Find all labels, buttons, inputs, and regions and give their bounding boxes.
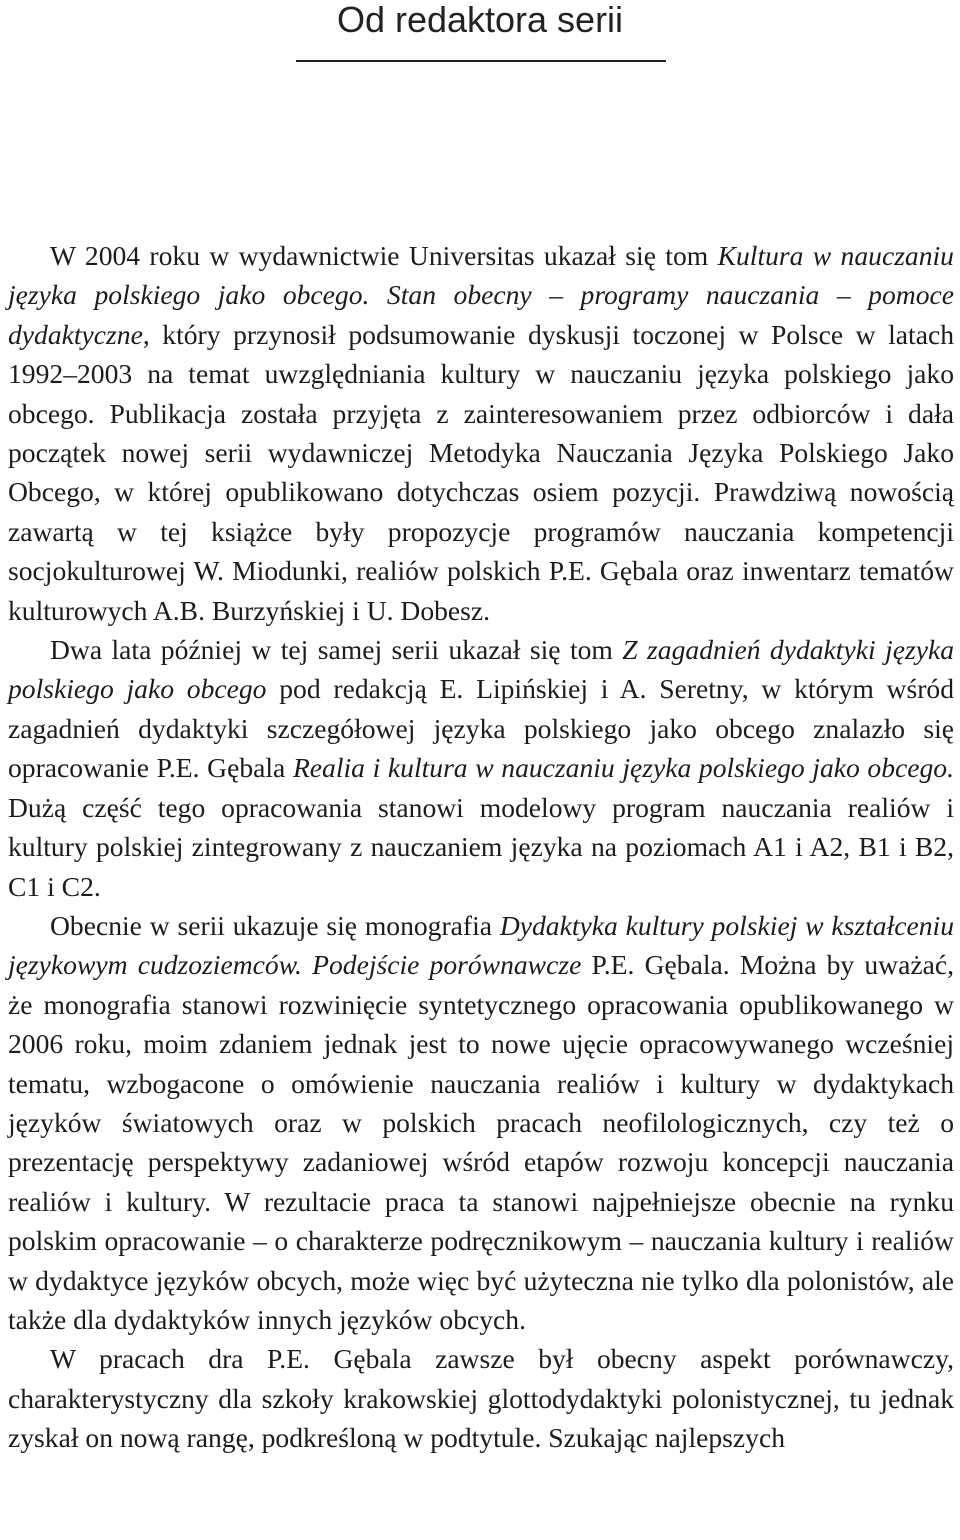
paragraph-2 — [8, 630, 954, 906]
book-title: Z zagadnień dydaktyki języka polskiego jako obcego — [8, 634, 954, 705]
book-title: Realia i kultura w nauczaniu języka polskiego jako obcego. — [292, 752, 955, 784]
text-run: W 2004 roku w wydawnictwie Universitas ukazał się tom — [50, 240, 718, 271]
text-run: , który przynosił podsumowanie dyskusji toczonej w Polsce w latach 1992–2003 na temat uwzględniania kultury w nauczaniu języka polskiego jako obcego. Publikacja została przyjęta z zainteresowaniem przez odbiorców i dała początek nowej serii wydawniczej Metodyka Nauczania Języka Polskiego Jako Obcego, w której opublikowano dotychczas osiem pozycji. Prawdziwą nowością zawartą w tej książce były propozycje programów nauczania kompetencji socjokulturowej W. Miodunki, realiów polskich P.E. Gębala oraz inwentarz tematów kulturowych A.B. Burzyńskiej i U. Dobesz. — [8, 318, 954, 626]
book-title: Kultura w nauczaniu języka polskiego jako obcego. Stan obecny – programy nauczania – pomoce dydaktyczne — [8, 240, 954, 350]
text-run: Obecnie w serii ukazuje się monografia — [50, 909, 500, 941]
paragraph-1 — [8, 236, 954, 630]
body-text — [8, 236, 954, 1458]
text-run: W pracach dra P.E. Gębala zawsze był obecny aspekt porównawczy, charakterystyczny dla szkoły krakowskiej glottodydaktyki polonistycznej, tu jednak zyskał on nową rangę, podkreśloną w podtytule. Szukając najlepszych — [8, 1343, 954, 1454]
paragraph-4 — [8, 1339, 954, 1457]
text-run: Dwa lata później w tej samej serii ukazał się tom — [50, 634, 623, 666]
page-title: Od redaktora serii — [336, 0, 624, 40]
text-run: P.E. Gębala. Można by uważać, że monografia stanowi rozwinięcie syntetycznego opracowania opublikowanego w 2006 roku, moim zdaniem jednak jest to nowe ujęcie opracowywanego wcześniej tematu, wzbogacone o omówienie nauczania realiów i kultury w dydaktykach języków światowych oraz w polskich pracach neofilologicznych, czy też o prezentację perspektywy zadaniowej wśród etapów rozwoju koncepcji nauczania realiów i kultury. W rezultacie praca ta stanowi najpełniejsze obecnie na rynku polskim opracowanie – o charakterze podręcznikowym – nauczania kultury i realiów w dydaktyce języków obcych, może więc być użyteczna nie tylko dla polonistów, ale także dla dydaktyków innych języków obcych. — [8, 949, 954, 1335]
title-underline — [296, 60, 666, 62]
paragraph-3 — [8, 906, 954, 1339]
book-title: Dydaktyka kultury polskiej w kształceniu językowym cudzoziemców. Podejście porównawcze — [8, 909, 954, 981]
text-run: Dużą część tego opracowania stanowi modelowy program nauczania realiów i kultury polskiej zintegrowany z nauczaniem języka na poziomach A1 i A2, B1 i B2, C1 i C2. — [8, 791, 954, 902]
text-run: pod redakcją E. Lipińskiej i A. Seretny, w którym wśród zagadnień dydaktyki szczegółowej języka polskiego jako obcego znalazło się opracowanie P.E. Gębala — [8, 673, 954, 784]
